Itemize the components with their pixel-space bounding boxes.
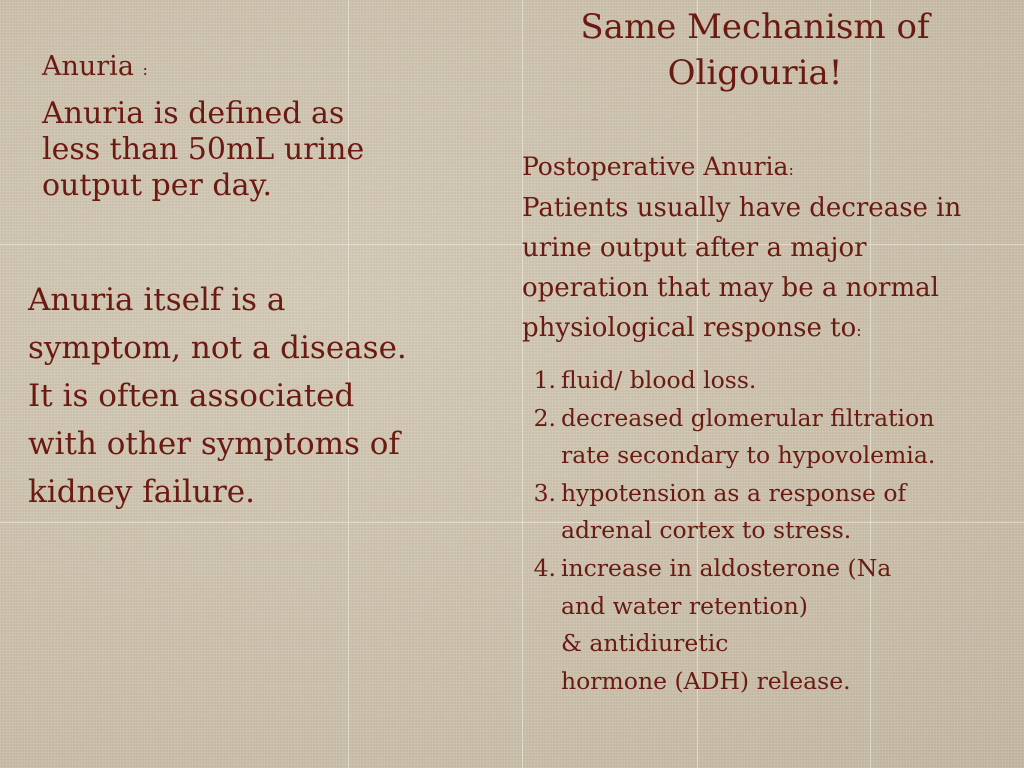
postoperative-anuria-text — [522, 188, 992, 351]
list-item-line: hormone (ADH) release. — [561, 666, 851, 695]
anuria-heading-colon: : — [142, 60, 148, 79]
list-item-number: 2. — [533, 403, 556, 432]
list-item-text: decreased glomerular filtration rate secondary to hypovolemia. — [561, 403, 936, 470]
list-item — [530, 362, 960, 400]
slide-title — [540, 4, 970, 96]
causes-list — [530, 362, 960, 700]
postoperative-heading-text: Postoperative Anuria — [522, 152, 789, 181]
list-item — [530, 550, 960, 700]
list-item-line: increase in aldosterone (Na — [561, 553, 892, 582]
postoperative-text-colon: : — [856, 321, 862, 340]
slide-title-line-2: Oligouria! — [667, 53, 843, 93]
list-item-line: and water retention) — [561, 591, 808, 620]
slide-title-line-1: Same Mechanism of — [580, 7, 930, 47]
anuria-definition-text: Anuria is defined as less than 50mL urine output per day. — [42, 96, 365, 203]
list-item — [530, 475, 960, 550]
list-item-number: 3. — [533, 478, 556, 507]
list-item-number: 1. — [533, 366, 556, 394]
anuria-heading-text: Anuria — [42, 51, 134, 82]
list-item-text — [561, 550, 960, 700]
background-seam — [522, 0, 523, 768]
anuria-heading — [42, 50, 148, 87]
list-item-number: 4. — [533, 553, 556, 582]
anuria-symptom-text: Anuria itself is a symptom, not a disease. It is often associated with other symptoms of kidney failure. — [28, 282, 407, 510]
list-item-text: hypotension as a response of adrenal cortex to stress. — [561, 478, 907, 545]
list-item-text: fluid/ blood loss. — [561, 366, 757, 394]
list-item-line: & antidiuretic — [561, 629, 729, 658]
postoperative-anuria-heading — [522, 150, 794, 187]
list-item — [530, 400, 960, 475]
postoperative-heading-colon: : — [788, 160, 794, 179]
postoperative-text-body: Patients usually have decrease in urine output after a major operation that may be a normal physiological response to — [522, 193, 962, 343]
